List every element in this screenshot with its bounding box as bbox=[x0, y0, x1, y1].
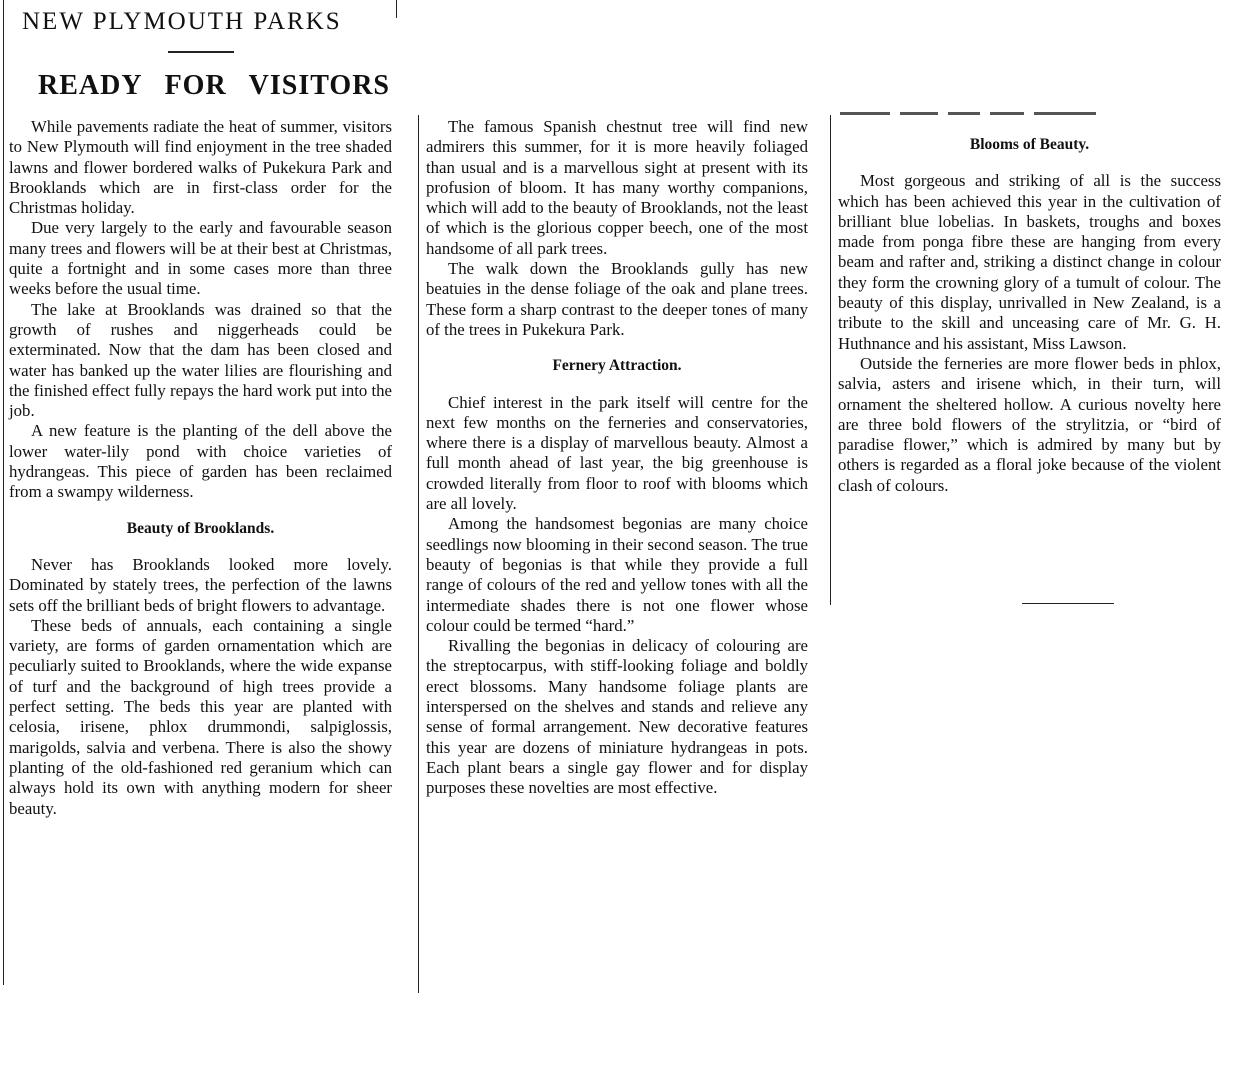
subheadline bbox=[38, 70, 412, 102]
paragraph: Chief interest in the park itself will centre for the next few months on the ferneries and conservatories, where there is a display of marvellous beauty. Almost a full month ahead of last year, the big greenhouse is crowded literally from floor to roof with blooms which are all lovely. bbox=[426, 392, 808, 514]
column-rule-1 bbox=[418, 115, 419, 993]
paragraph: While pavements radiate the heat of summer, visitors to New Plymouth will find enjoyment in the tree shaded lawns and flower bordered walks of Pukekura Park and Brooklands which are in first-class order for the Christmas holiday. bbox=[9, 117, 392, 218]
section-heading: Blooms of Beauty. bbox=[969, 136, 1090, 153]
headline: NEW PLYMOUTH PARKS bbox=[22, 8, 342, 35]
subhead-word: READY bbox=[38, 70, 143, 101]
section-heading: Beauty of Brooklands. bbox=[126, 519, 275, 537]
article-column-1 bbox=[9, 117, 392, 819]
article-column-3 bbox=[838, 117, 1221, 496]
paragraph: Rivalling the begonias in delicacy of colouring are the streptocarpus, with stiff-looking foliage and boldly erect blossoms. Many handsome foliage plants are interspersed on the shelves and stands and relieve any sense of formal arrangement. New decorative features this year are dozens of miniature hydrangeas in pots. Each plant bears a single gay flower and for display purposes these novelties are most effective. bbox=[426, 636, 808, 798]
article-end-rule bbox=[1022, 603, 1114, 604]
paragraph: The walk down the Brooklands gully has new beatuies in the dense foliage of the oak and plane trees. These form a sharp contrast to the deeper tones of many of the trees in Pukekura Park. bbox=[426, 259, 808, 339]
column-rule-2 bbox=[830, 115, 831, 605]
paragraph: Most gorgeous and striking of all is the success which has been achieved this year in the cultivation of brilliant blue lobelias. In baskets, troughs and boxes made from ponga fibre these are hanging from every beam and rafter and, striking a distinct change in colour they form the crowning glory of a tumult of colour. The beauty of this display, unrivalled in New Zealand, is a tribute to the skill and unceasing care of Mr. G. H. Huthnance and his assistant, Miss Lawson. bbox=[838, 171, 1221, 353]
top-right-rule bbox=[396, 0, 397, 18]
subhead-word: VISITORS bbox=[248, 70, 390, 101]
section-heading: Fernery Attraction. bbox=[552, 357, 682, 375]
paragraph: These beds of annuals, each containing a single variety, are forms of garden ornamentation which are peculiarly suited to Brooklands, where the wide expanse of turf and the background of high trees provide a perfect setting. The beds this year are planted with celosia, irisene, phlox drummondi, salpiglossis, marigolds, salvia and verbena. There is also the showy planting of the old-fashioned red geranium which can always hold its own with anything modern for sheer beauty. bbox=[9, 615, 392, 818]
paragraph: The famous Spanish chestnut tree will find new admirers this summer, for it is more heavily foliaged than usual and is a marvellous sight at present with its profusion of bloom. It has many worthy companions, which will add to the beauty of Brooklands, not the least of which is the glorious copper beech, one of the most handsome of all park trees. bbox=[426, 117, 808, 258]
paragraph: Never has Brooklands looked more lovely. Dominated by stately trees, the perfection of the lawns sets off the brilliant beds of bright flowers to advantage. bbox=[9, 554, 392, 615]
paragraph: Outside the ferneries are more flower beds in phlox, salvia, asters and irisene which, in their turn, will ornament the sheltered hollow. A curious novelty here are three bold flowers of the strylitzia, or “bird of paradise flower,” which is admired by many but by others is regarded as a floral joke because of the violent clash of colours. bbox=[838, 353, 1221, 495]
paragraph: Due very largely to the early and favourable season many trees and flowers will be at their best at Christmas, quite a fortnight and in some cases more than three weeks before the usual time. bbox=[9, 218, 392, 299]
paragraph: Among the handsomest begonias are many choice seedlings now blooming in their second season. The true beauty of begonias is that while they provide a full range of colours of the red and yellow tones with all the intermediate shades there is not one flower whose colour could be termed “hard.” bbox=[426, 514, 808, 635]
left-margin-rule bbox=[3, 0, 4, 985]
paragraph: A new feature is the planting of the dell above the lower water-lily pond with choice varieties of hydrangeas. This piece of garden has been reclaimed from a swampy wilderness. bbox=[9, 421, 392, 502]
article-column-2 bbox=[426, 117, 808, 799]
subhead-word: FOR bbox=[164, 70, 227, 101]
headline-divider bbox=[168, 51, 234, 53]
cutoff-text-remnant bbox=[838, 106, 1108, 116]
paragraph: The lake at Brooklands was drained so that the growth of rushes and niggerheads could be exterminated. Now that the dam has been closed and water has banked up the water lilies are flourishing and the finished effect fully repays the hard work put into the job. bbox=[9, 299, 392, 421]
